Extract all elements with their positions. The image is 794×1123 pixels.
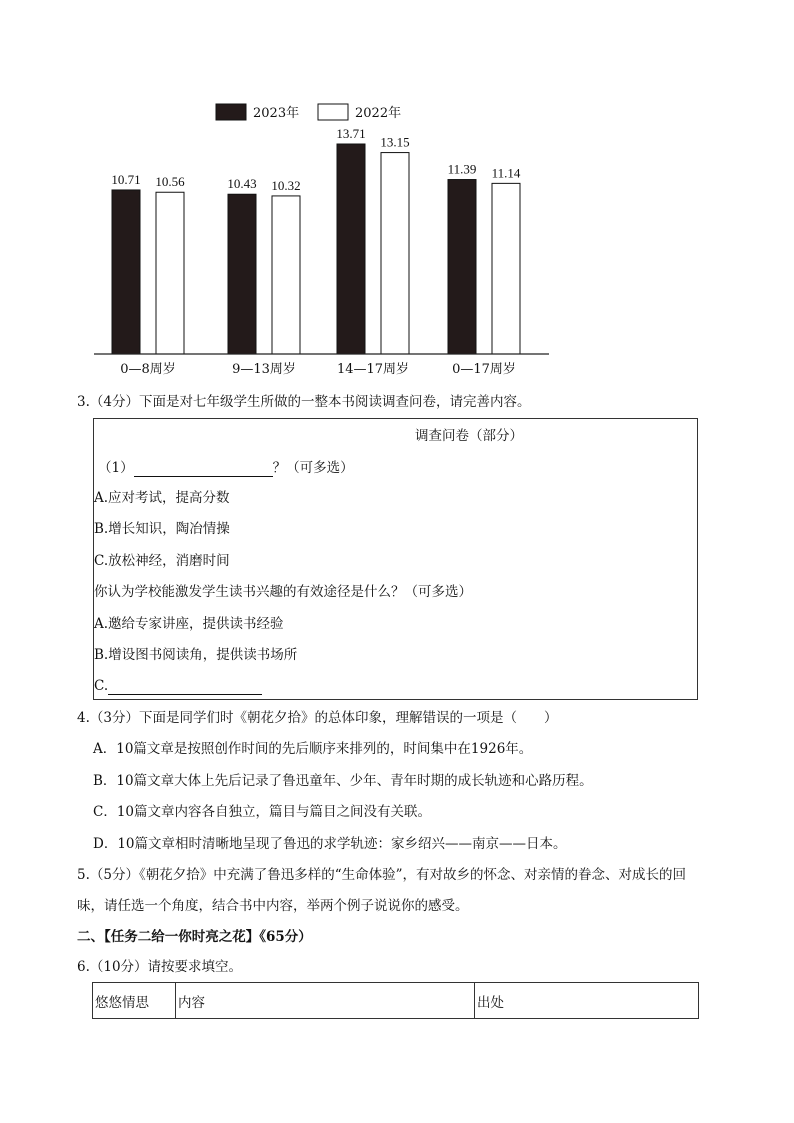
bar-2022-3	[492, 183, 520, 354]
bar-2023-0	[112, 190, 140, 354]
chart-bars	[111, 126, 521, 354]
legend-label-1: 2022年	[355, 106, 402, 121]
survey-option-2b: B.增设图书阅读角，提供读书场所	[94, 647, 298, 663]
bar-2023-2	[337, 144, 365, 354]
question-5-line-1: 5.（5分）《朝花夕拾》中充满了鲁迅多样的“生命体验”，有对故乡的怀念、对亲情的眷念、对成长的回	[77, 867, 687, 883]
question-4-option-a: A．10篇文章是按照创作时间的先后顺序来排列的，时间集中在1926年。	[93, 741, 533, 757]
question-6-table	[92, 982, 699, 1019]
bar-2023-1	[228, 194, 256, 354]
table-header-source: 出处	[475, 983, 699, 1019]
data-label-2023-1: 10.43	[227, 176, 257, 192]
survey-option-1a: A.应对考试，提高分数	[94, 490, 230, 506]
x-tick-label-1: 9—13周岁	[232, 362, 296, 377]
data-label-2022-0: 10.56	[155, 174, 185, 190]
survey-title: 调查问卷（部分）	[415, 428, 523, 444]
table-header-content: 内容	[176, 983, 475, 1019]
bar-2023-3	[448, 180, 476, 354]
legend-swatch-1	[318, 104, 348, 120]
x-tick-label-0: 0—8周岁	[120, 362, 176, 377]
survey-item-1-suffix: ？（可多选）	[272, 460, 354, 476]
x-axis-labels	[120, 361, 516, 377]
survey-box	[93, 418, 698, 700]
survey-option-2c-prefix: C.	[94, 678, 109, 694]
question-5-line-2: 味，请任选一个角度，结合书中内容，举两个例子说说你的感受。	[77, 898, 469, 914]
bar-2022-2	[381, 153, 409, 354]
data-label-2023-3: 11.39	[447, 161, 477, 177]
survey-option-2c-blank[interactable]	[108, 679, 262, 695]
survey-option-2c	[94, 677, 262, 695]
section-2-title: 二、【任务二给一你时亮之花】《65分）	[77, 929, 312, 945]
survey-item-1	[98, 459, 354, 477]
reading-time-bar-chart	[0, 0, 794, 390]
data-label-2023-2: 13.71	[336, 126, 366, 141]
data-label-2022-2: 13.15	[380, 134, 410, 150]
x-tick-label-2: 14—17周岁	[336, 362, 410, 377]
data-label-2022-3: 11.14	[491, 165, 521, 181]
x-tick-label-3: 0—17周岁	[452, 362, 516, 377]
data-label-2022-1: 10.32	[271, 177, 301, 193]
question-4-option-c: C．10篇文章内容各自独立，篇目与篇目之间没有关联。	[93, 804, 432, 820]
data-label-2023-0: 10.71	[111, 171, 141, 187]
bar-2022-0	[156, 192, 184, 354]
question-3-stem: 3.（4分）下面是对七年级学生所做的一整本书阅读调查问卷，请完善内容。	[77, 394, 531, 410]
table-row	[93, 983, 699, 1019]
survey-item-2: 你认为学校能激发学生读书兴趣的有效途径是什么？（可多选）	[94, 584, 472, 600]
question-4-option-b: B．10篇文章大体上先后记录了鲁迅童年、少年、青年时期的成长轨迹和心路历程。	[93, 773, 593, 789]
survey-item-1-prefix: （1）	[98, 460, 134, 476]
question-4-stem: 4.（3分）下面是同学们时《朝花夕拾》的总体印象，理解错误的一项是（ ）	[77, 710, 558, 726]
question-4-option-d: D．10篇文章相时清晰地呈现了鲁迅的求学轨迹：家乡绍兴——南京——日本。	[93, 836, 567, 852]
legend-swatch-0	[216, 104, 246, 120]
survey-option-2a: A.邀给专家讲座，提供读书经验	[94, 616, 284, 632]
survey-option-1b: B.增长知识，陶冶情操	[94, 521, 230, 537]
question-6-stem: 6.（10分）请按要求填空。	[77, 959, 243, 975]
survey-item-1-blank[interactable]	[134, 461, 273, 477]
chart-legend	[216, 104, 401, 121]
bar-2022-1	[272, 196, 300, 354]
table-header-feeling: 悠悠情思	[93, 983, 176, 1019]
legend-label-0: 2023年	[253, 106, 300, 121]
survey-option-1c: C.放松神经，消磨时间	[94, 553, 230, 569]
